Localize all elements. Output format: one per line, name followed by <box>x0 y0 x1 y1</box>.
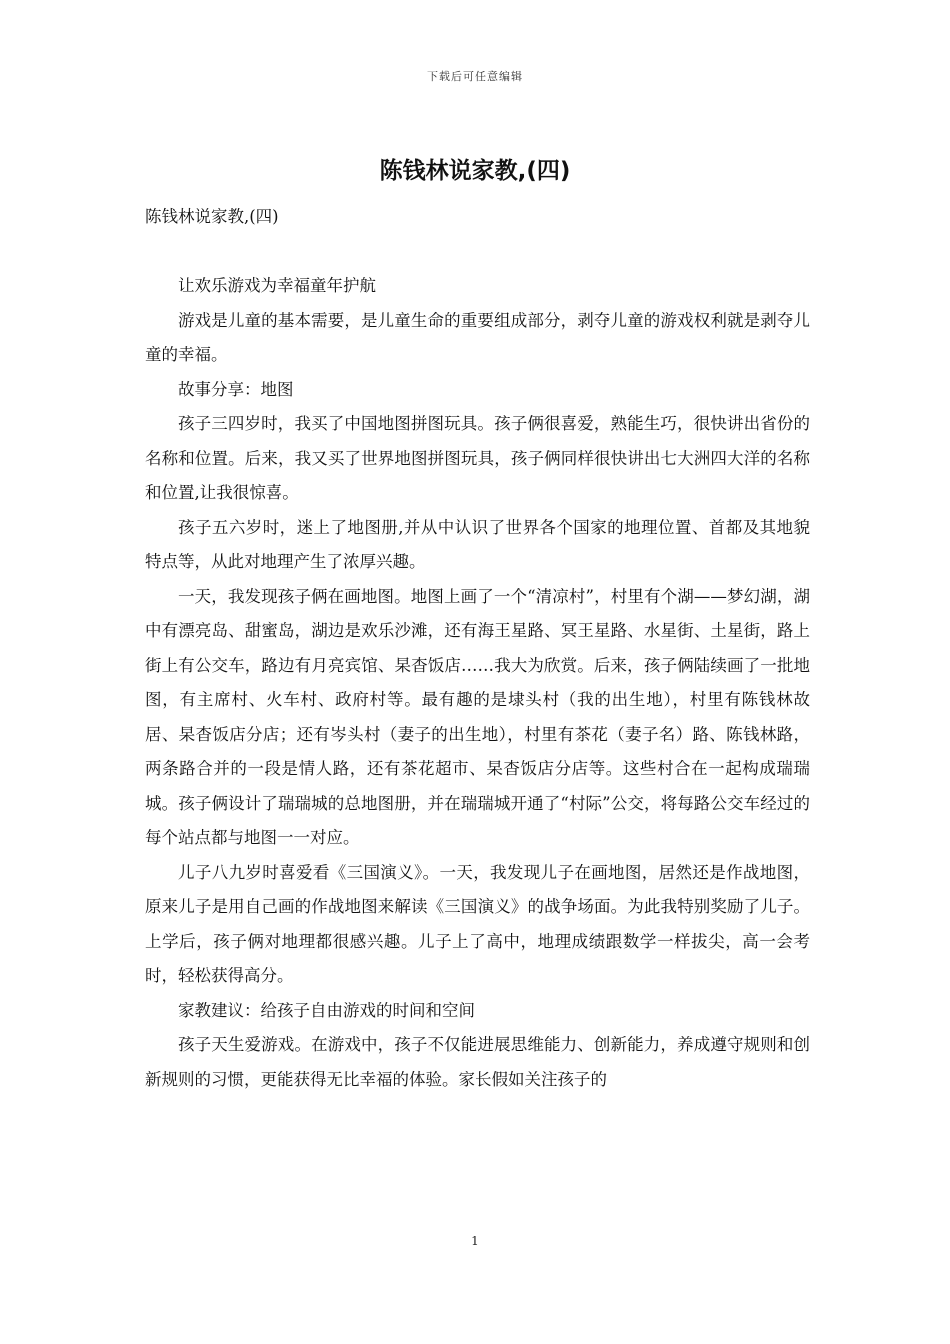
advice-heading: 家教建议：给孩子自由游戏的时间和空间 <box>178 1000 475 1020</box>
paragraph: 孩子五六岁时，迷上了地图册,并从中认识了世界各个国家的地理位置、首都及其地貌特点等，从此对地理产生了浓厚兴趣。 <box>145 517 810 571</box>
story-heading: 故事分享：地图 <box>178 379 294 399</box>
paragraph: 一天，我发现孩子俩在画地图。地图上画了一个“清凉村”，村里有个湖——梦幻湖，湖中有漂亮岛、甜蜜岛，湖边是欢乐沙滩，还有海王星路、冥王星路、水星街、土星街，路上街上有公交车，路边有月亮宾馆、杲杳饭店……我大为欣赏。后来，孩子俩陆续画了一批地图，有主席村、火车村、政府村等。最有趣的是埭头村（我的出生地），村里有陈钱林故居、杲杳饭店分店；还有岑头村（妻子的出生地），村里有茶花（妻子名）路、陈钱林路，两条路合并的一段是情人路，还有茶花超市、杲杳饭店分店等。这些村合在一起构成瑞瑞城。孩子俩设计了瑞瑞城的总地图册，并在瑞瑞城开通了“村际”公交，将每路公交车经过的每个站点都与地图一一对应。 <box>145 586 810 847</box>
section-heading: 让欢乐游戏为幸福童年护航 <box>178 276 376 295</box>
paragraph: 孩子三四岁时，我买了中国地图拼图玩具。孩子俩很喜爱，熟能生巧，很快讲出省份的名称和位置。后来，我又买了世界地图拼图玩具，孩子俩同样很快讲出七大洲四大洋的名称和位置,让我很惊喜。 <box>145 414 810 502</box>
paragraph: 游戏是儿童的基本需要，是儿童生命的重要组成部分，剥夺儿童的游戏权利就是剥夺儿童的幸福。 <box>145 310 810 364</box>
document-title: 陈钱林说家教,(四) <box>379 158 571 184</box>
paragraph: 儿子八九岁时喜爱看《三国演义》。一天，我发现儿子在画地图，居然还是作战地图，原来儿子是用自己画的作战地图来解读《三国演义》的战争场面。为此我特别奖励了儿子。上学后，孩子俩对地理都很感兴趣。儿子上了高中，地理成绩跟数学一样拔尖，高一会考时，轻松获得高分。 <box>145 862 810 985</box>
paragraph: 孩子天生爱游戏。在游戏中，孩子不仅能进展思维能力、创新能力，养成遵守规则和创新规则的习惯，更能获得无比幸福的体验。家长假如关注孩子的 <box>145 1035 810 1089</box>
page-number: 1 <box>471 1234 479 1248</box>
page-header-note: 下载后可任意编辑 <box>427 70 523 83</box>
document-subtitle: 陈钱林说家教,(四) <box>145 207 279 226</box>
document-body <box>145 200 810 1097</box>
blank-line <box>145 235 810 270</box>
